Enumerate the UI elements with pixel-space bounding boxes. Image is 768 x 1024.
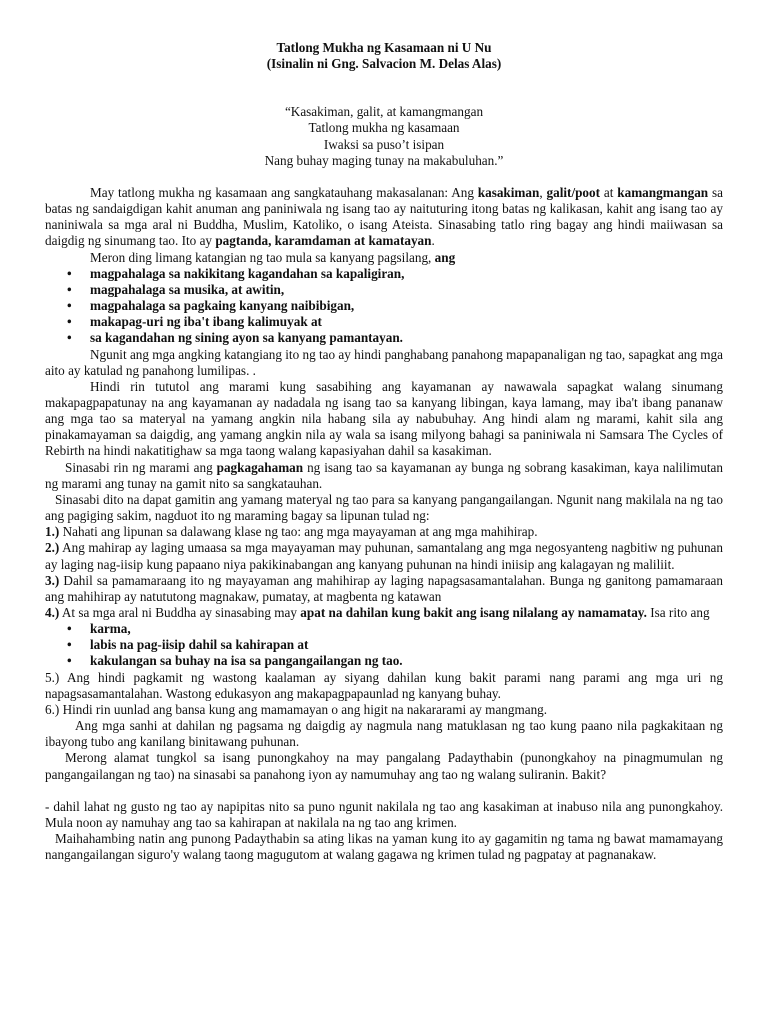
document-title: Tatlong Mukha ng Kasamaan ni U Nu xyxy=(276,40,492,55)
numbered-item xyxy=(45,540,723,572)
list-item: • kakulangan sa buhay na isa sa pangangailangan ng tao. xyxy=(45,653,723,669)
paragraph: Maihahambing natin ang punong Padaythabin sa ating likas na yaman kung ito ay gagamitin ng tama ng bawat mamamayang nangangailangan siguro'y walang taong magugutom at walang gagawa ng krimen tulad ng pagpatay at pagnanakaw. xyxy=(45,831,723,863)
item-number: 1.) xyxy=(45,524,60,540)
list-item: • magpahalaga sa pagkaing kanyang naibibigan, xyxy=(45,298,723,314)
numbered-item xyxy=(45,605,723,621)
paragraph: Ang mga sanhi at dahilan ng pagsama ng daigdig ay nagmula nang matuklasan ng tao kung paano nila pagkakitaan ng ibayong tubo ang kanilang binitawang puhunan. xyxy=(45,718,723,750)
paragraph: Hindi rin tututol ang marami kung sasabihing ang kayamanan ay nawawala sapagkat walang sinumang makapagpapatunay na ang kayamanan ay nadadala ng isang tao sa kanyang libingan, kaya lamang, may iba't ibang pananaw ang mga tao sa materyal na yamang angkin nila habang sila ay nabubuhay. Ang hindi alam ng marami, kahit sila ang pinakamayaman sa daigdig, ang yamang angkin nila ay wala sa isang milyong bahagi sa paniniwala ni Samsara The Cycles of Rebirth na hindi nakatitighaw sa mga taong walang kapasiyahan dahil sa kasakiman. xyxy=(45,378,723,459)
text: Sinasabi rin ng marami ang xyxy=(65,459,217,475)
paragraph: - dahil lahat ng gusto ng tao ay napipitas nito sa puno ngunit nakilala ng tao ang kasakiman at inabuso nila ang punongkahoy. Mula noon ay namuhay ang tao sa kahirapan at nakilala na ng tao ang krimen. xyxy=(45,798,723,830)
text: , xyxy=(539,184,547,200)
katangian-list xyxy=(45,266,723,347)
text: May tatlong mukha ng kasamaan ang sangkatauhang makasalanan: Ang xyxy=(90,184,478,200)
poem xyxy=(45,104,723,169)
poem-line: Nang buhay maging tunay na makabuluhan.” xyxy=(264,152,504,168)
term-pagkagahaman: pagkagahaman xyxy=(216,459,304,475)
item-number: 3.) xyxy=(45,572,60,588)
list-item: • magpahalaga sa nakikitang kagandahan sa kapaligiran, xyxy=(45,266,723,282)
poem-line: Iwaksi sa puso’t isipan xyxy=(323,136,445,152)
term-pagtanda: pagtanda, karamdaman at kamatayan xyxy=(215,233,432,249)
list-item: • magpahalaga sa musika, at awitin, xyxy=(45,282,723,298)
term-kamangmangan: kamangmangan xyxy=(617,184,709,200)
item-number: 2.) xyxy=(45,540,60,556)
list-item: • labis na pag-iisip dahil sa kahirapan at xyxy=(45,637,723,653)
text: ng isang tao sa kayamanan ay bunga ng sobrang kasakiman, kaya nalilimutan ng marami ang tunay na gamit nito sa sangkatauhan. xyxy=(45,459,723,491)
dahilan-list xyxy=(45,621,723,669)
paragraph: Sinasabi dito na dapat gamitin ang yamang materyal ng tao para sa kanyang pangangailangan. Ngunit nang makilala na ng tao ang pagiging sakim, nagduot ito ng maraming bagay sa lipunan tulad ng: xyxy=(45,491,723,524)
text: apat na dahilan kung bakit ang isang nilalang ay namamatay. xyxy=(300,605,647,620)
numbered-item xyxy=(45,573,723,605)
text: At sa mga aral ni Buddha ay sinasabing may xyxy=(59,605,301,620)
paragraph-intro xyxy=(45,185,723,250)
paragraph: Merong alamat tungkol sa isang punongkahoy na may pangalang Padaythabin (punongkahoy na pinagmumulan ng pangangailangan ng tao) na sinasabi sa panahong iyon ay namumuhay ang tao ng walang suliranin. Bakit? xyxy=(45,750,723,782)
item-number: 4.) xyxy=(45,605,60,620)
document-subtitle: (Isinalin ni Gng. Salvacion M. Delas Alas) xyxy=(266,56,502,72)
paragraph-katangian xyxy=(45,250,723,266)
list-item: • sa kagandahan ng sining ayon sa kanyang pamantayan. xyxy=(45,330,723,346)
paragraph: Ngunit ang mga angking katangiang ito ng tao ay hindi panghabang panahong mapapanaligan ng tao, sapagkat ang mga aito ay katulad ng panahong lumilipas. . xyxy=(45,346,723,378)
text: Isa rito ang xyxy=(646,605,710,620)
text: Meron ding limang katangian ng tao mula sa kanyang pagsilang, xyxy=(90,249,435,265)
poem-line: “Kasakiman, galit, at kamangmangan xyxy=(284,104,484,120)
numbered-item: 5.) Ang hindi pagkamit ng wastong kaalaman ay siyang dahilan kung bakit parami nang parami ang mga uri ng napagsasamantalahan. Wastong edukasyon ang makapagpapaunlad ng kanyang buhay. xyxy=(45,669,723,701)
text: Nahati ang lipunan sa dalawang klase ng tao: ang mga mayayaman at ang mga mahihirap. xyxy=(59,524,538,540)
text: . xyxy=(431,233,435,249)
poem-line: Tatlong mukha ng kasamaan xyxy=(308,120,460,136)
paragraph-pagkagahaman xyxy=(45,460,723,492)
text: at xyxy=(600,184,618,200)
text: Ang mahirap ay laging umaasa sa mga mayayaman may puhunan, samantalang ang mga negosyanteng nagbitiw ng puhunan ay laging nag-iisip kung papaano niya pakikinabangan ang kanyang puhunan na hindi iniisip ang kalagayan ng maliliit. xyxy=(45,540,723,572)
term-kasakiman: kasakiman xyxy=(477,184,540,200)
numbered-item: 6.) Hindi rin uunlad ang bansa kung ang mamamayan o ang higit na nakararami ay mangmang. xyxy=(45,701,548,717)
list-item: • makapag-uri ng iba't ibang kalimuyak at xyxy=(45,314,723,330)
term-galit: galit/poot xyxy=(546,184,601,200)
list-item: • karma, xyxy=(45,621,723,637)
text: Dahil sa pamamaraang ito ng mayayaman ang mahihirap ay laging napagsasamantalahan. Bunga ng ganitong pamamaraan ang mahihirap ay natututong magnakaw, pumatay, at magbenta ng katawan xyxy=(45,572,723,604)
document-page xyxy=(45,40,723,863)
text: ang xyxy=(434,249,456,265)
numbered-item xyxy=(45,524,723,540)
text: sa batas ng sandaigdigan kahit anuman ang paniniwala ng isang tao ay naituturing itong batas ng kalikasan, kahit ang isang tao ay naniniwala sa mga aral ni Buddha, Muslim, Katoliko, o isang Ateista. Sinasabing tatlo ring bagay ang hindi maiiwasan sa daigdig ng sinumang tao. Ito ay xyxy=(45,184,723,249)
